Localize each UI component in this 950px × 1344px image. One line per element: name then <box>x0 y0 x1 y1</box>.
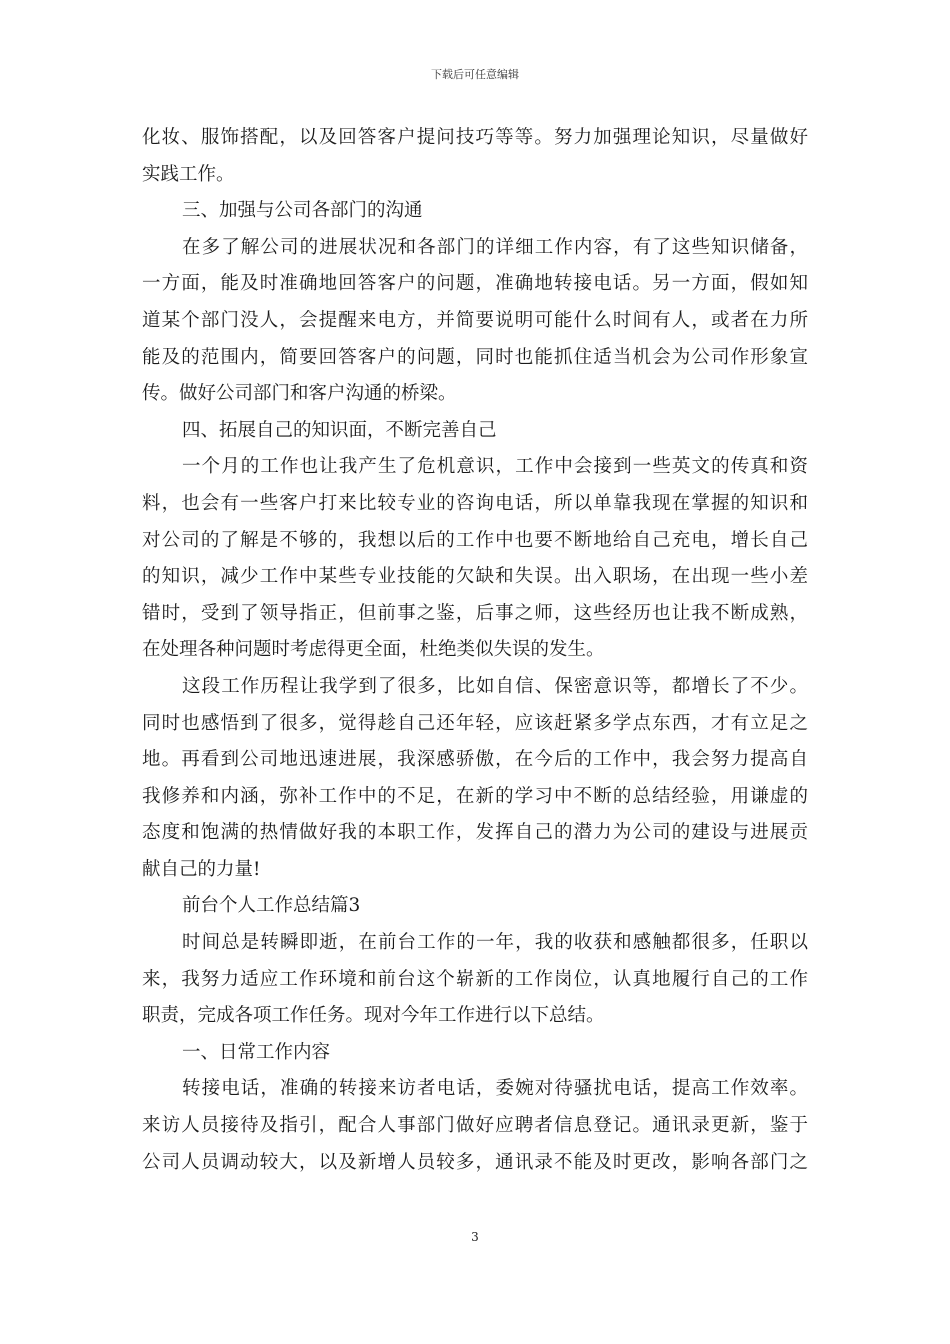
body-line: 错时，受到了领导指正，但前事之鉴，后事之师，这些经历也让我不断成熟， <box>142 602 808 624</box>
document-body <box>142 120 808 1181</box>
body-line: 同时也感悟到了很多，觉得趁自己还年轻，应该赶紧多学点东西，才有立足之 <box>142 712 808 734</box>
body-line: 职责，完成各项工作任务。现对今年工作进行以下总结。 <box>142 1005 605 1027</box>
body-line: 来访人员接待及指引，配合人事部门做好应聘者信息登记。通讯录更新，鉴于 <box>142 1115 808 1137</box>
page-number: 3 <box>471 1230 479 1244</box>
body-line: 转接电话，准确的转接来访者电话，委婉对待骚扰电话，提高工作效率。 <box>182 1078 808 1100</box>
body-line: 的知识，减少工作中某些专业技能的欠缺和失误。出入职场，在出现一些小差 <box>142 566 808 588</box>
body-line: 道某个部门没人，会提醒来电方，并简要说明可能什么时间有人，或者在力所 <box>142 309 808 331</box>
body-line: 传。做好公司部门和客户沟通的桥梁。 <box>142 383 457 405</box>
page-header: 下载后可任意编辑 <box>431 68 519 81</box>
body-line: 一方面，能及时准确地回答客户的问题，准确地转接电话。另一方面，假如知 <box>142 273 808 295</box>
body-line: 在处理各种问题时考虑得更全面，杜绝类似失误的发生。 <box>142 639 605 661</box>
body-line: 我修养和内涵，弥补工作中的不足，在新的学习中不断的总结经验，用谦虚的 <box>142 785 808 807</box>
section-heading: 三、加强与公司各部门的沟通 <box>182 200 423 222</box>
body-line: 公司人员调动较大，以及新增人员较多，通讯录不能及时更改，影响各部门之 <box>142 1151 808 1173</box>
body-line: 一个月的工作也让我产生了危机意识，工作中会接到一些英文的传真和资 <box>182 456 808 478</box>
body-line: 实践工作。 <box>142 163 235 185</box>
section-heading: 一、日常工作内容 <box>182 1041 331 1063</box>
body-line: 化妆、服饰搭配，以及回答客户提问技巧等等。努力加强理论知识，尽量做好 <box>142 127 808 148</box>
body-line: 态度和饱满的热情做好我的本职工作，发挥自己的潜力为公司的建设与进展贡 <box>142 822 808 844</box>
body-line: 这段工作历程让我学到了很多，比如自信、保密意识等，都增长了不少。 <box>182 675 808 697</box>
section-heading: 四、拓展自己的知识面，不断完善自己 <box>182 419 497 441</box>
body-line: 来，我努力适应工作环境和前台这个崭新的工作岗位，认真地履行自己的工作 <box>142 968 808 990</box>
section-heading: 前台个人工作总结篇3 <box>182 895 361 917</box>
body-line: 对公司的了解是不够的，我想以后的工作中也要不断地给自己充电，增长自己 <box>142 529 808 551</box>
body-line: 地。再看到公司地迅速进展，我深感骄傲，在今后的工作中，我会努力提高自 <box>142 749 808 771</box>
body-line: 料，也会有一些客户打来比较专业的咨询电话，所以单靠我现在掌握的知识和 <box>142 492 808 514</box>
body-line: 能及的范围内，简要回答客户的问题，同时也能抓住适当机会为公司作形象宣 <box>142 346 808 368</box>
body-line: 在多了解公司的进展状况和各部门的详细工作内容，有了这些知识储备， <box>182 236 808 258</box>
body-line: 时间总是转瞬即逝，在前台工作的一年，我的收获和感触都很多，任职以 <box>182 932 808 954</box>
body-line: 献自己的力量! <box>142 858 261 880</box>
